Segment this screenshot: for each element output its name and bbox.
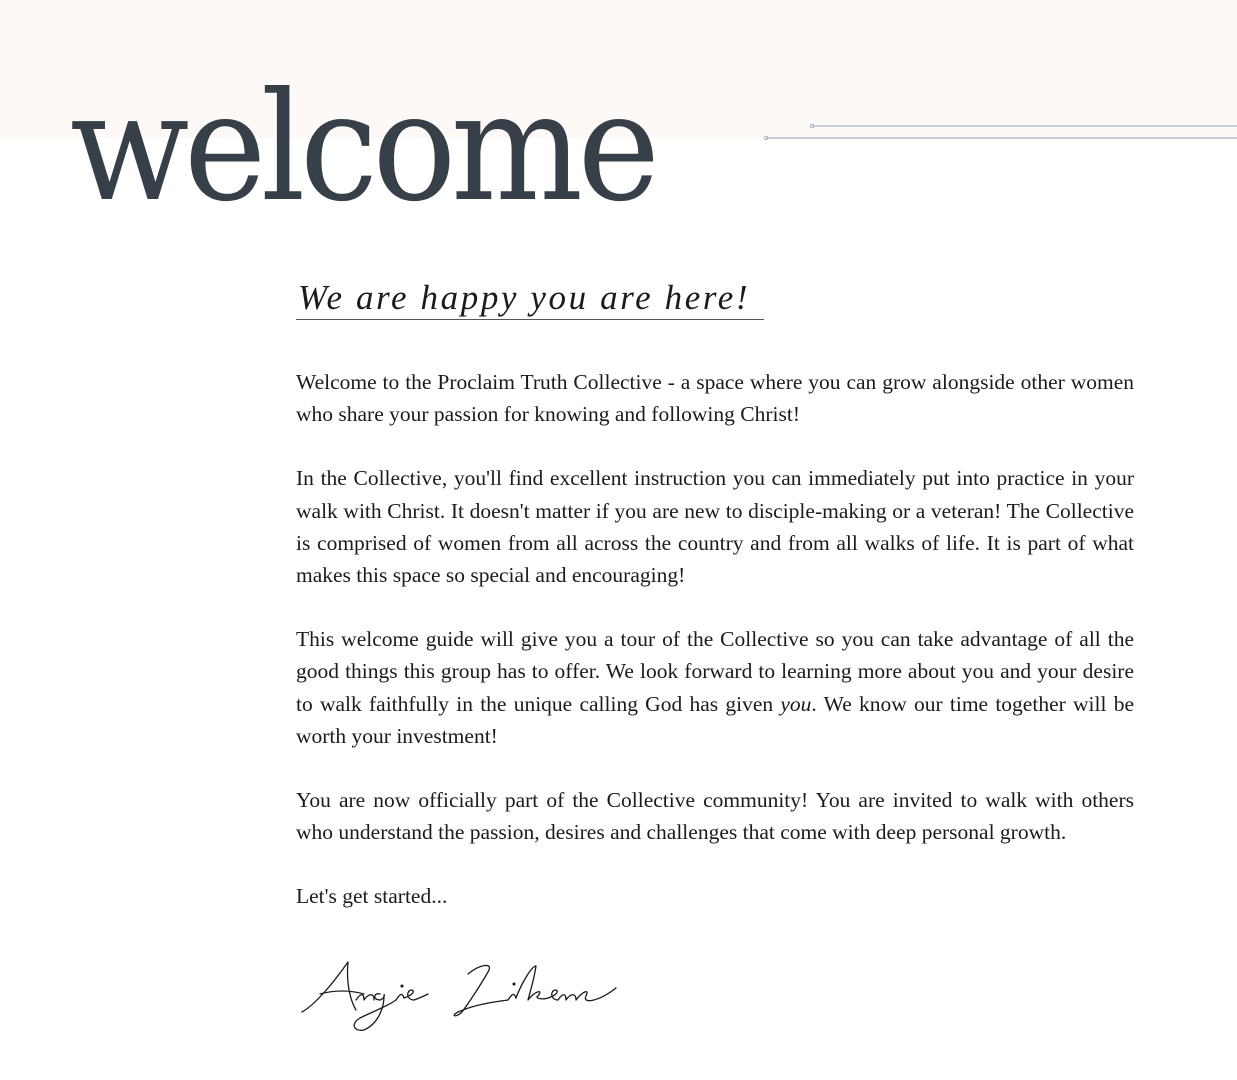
- paragraph-community: You are now officially part of the Collective community! You are invited to walk with others who understand the passion, desires and challenges that come with deep personal growth.: [296, 788, 1134, 845]
- paragraph-guide: [296, 623, 1134, 752]
- tagline-block: [296, 274, 764, 320]
- paragraph-guide-end: . We know our time together will be worth your investment!: [296, 691, 1134, 748]
- tagline: We are happy you are here!: [298, 278, 751, 317]
- page-title: welcome: [70, 61, 655, 235]
- paragraph-intro: Welcome to the Proclaim Truth Collective - a space where you can grow alongside other women who share your passion for knowing and following Christ!: [296, 370, 1134, 427]
- closing-line: Let's get started...: [296, 884, 448, 909]
- decorative-lines: [760, 118, 1237, 144]
- paragraph-collective: In the Collective, you'll find excellent instruction you can immediately put into practice in your walk with Christ. It doesn't matter if you are new to disciple-making or a veteran! The Collective is comprised of women from all across the country and from all walks of life. It is part of what makes this space so special and encouraging!: [296, 466, 1134, 588]
- paragraph-guide-start: This welcome guide will give you a tour of the Collective so you can take advantage of all the good things this group has to offer. We look forward to learning more about you and your desire to walk faithfully in the unique calling God has given: [296, 627, 1134, 716]
- welcome-letter: [296, 366, 1134, 945]
- signature-image: [298, 952, 628, 1038]
- emphasis-you: you: [780, 691, 812, 716]
